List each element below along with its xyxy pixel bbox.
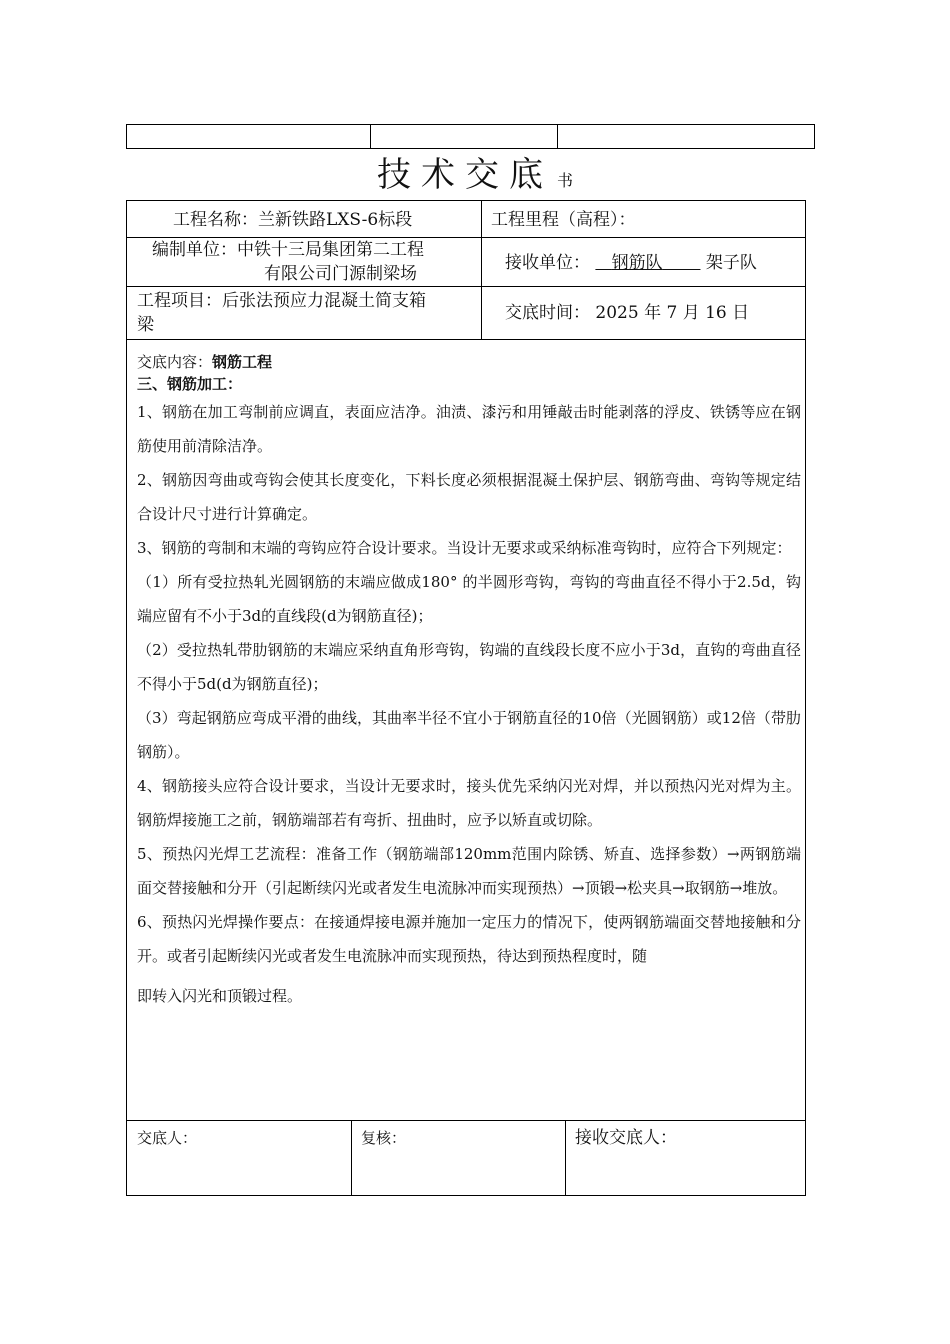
title-suffix: 书 [556, 171, 573, 190]
compiler-unit-line1: 编制单位：中铁十三局集团第二工程 [152, 240, 424, 260]
presenter-label: 交底人： [137, 1129, 198, 1147]
project-name: 工程名称：兰新铁路LXS-6标段 [173, 210, 413, 230]
blank-cell [127, 125, 371, 148]
disclosure-content [137, 351, 801, 1013]
paragraph: 2、钢筋因弯曲或弯钩会使其长度变化，下料长度必须根据混凝土保护层、钢筋弯曲、弯钩等规定结合设计尺寸进行计算确定。 [137, 471, 801, 523]
receiver-team-1: 钢筋队 [611, 253, 663, 273]
paragraph: （1）所有受拉热轧光圆钢筋的末端应做成180° 的半圆形弯钩，弯钩的弯曲直径不得小于2.5d，钩端应留有不小于3d的直线段(d为钢筋直径)； [137, 573, 801, 625]
header-divider [481, 201, 482, 339]
paragraph-last-line: 即转入闪光和顶锻过程。 [137, 987, 303, 1005]
mileage-label: 工程里程（高程）： [491, 210, 636, 230]
project-item-line2: 梁 [137, 315, 154, 335]
paragraph: 5、预热闪光焊工艺流程：准备工作（钢筋端部120mm范围内除锈、矫直、选择参数）→两钢筋端面交替接触和分开（引起断续闪光或者发生电流脉冲而实现预热）→顶锻→松夹具→取钢筋→堆放。 [137, 845, 801, 897]
blank-cell [371, 125, 558, 148]
blank-cell [558, 125, 814, 148]
paragraph: 1、钢筋在加工弯制前应调直，表面应洁净。油渍、漆污和用锤敲击时能剥落的浮皮、铁锈等应在钢筋使用前清除洁净。 [137, 403, 801, 455]
paragraph: 3、钢筋的弯制和末端的弯钩应符合设计要求。当设计无要求或采纳标准弯钩时，应符合下列规定： [137, 539, 792, 557]
receiver-signature-label: 接收交底人： [575, 1128, 677, 1148]
section-heading: 三、钢筋加工： [137, 375, 243, 393]
content-label: 交底内容：钢筋工程 [137, 353, 273, 371]
compiler-unit-line2: 有限公司门源制梁场 [264, 264, 417, 284]
paragraph: （2）受拉热轧带肋钢筋的末端应采纳直角形弯钩，钩端的直线段长度不应小于3d，直钩的弯曲直径不得小于5d(d为钢筋直径)； [137, 641, 801, 693]
content-subject: 钢筋工程 [212, 353, 273, 371]
receiver-label: 接收单位： [505, 253, 590, 273]
project-item-line1: 工程项目：后张法预应力混凝土简支箱 [137, 291, 426, 311]
disclosure-date: 交底时间： 2025 年 7 月 16 日 [505, 303, 750, 323]
paragraph: （3）弯起钢筋应弯成平滑的曲线，其曲率半径不宜小于钢筋直径的10倍（光圆钢筋）或12倍（带肋钢筋）。 [137, 709, 801, 761]
signature-divider [565, 1121, 566, 1196]
paragraph: 6、预热闪光焊操作要点：在接通焊接电源并施加一定压力的情况下，使两钢筋端面交替地接触和分开。或者引起断续闪光或者发生电流脉冲而实现预热，待达到预热程度时，随 [137, 913, 801, 965]
reviewer-label: 复核： [361, 1129, 407, 1147]
signature-row [127, 1120, 805, 1196]
paragraph: 4、钢筋接头应符合设计要求，当设计无要求时，接头优先采纳闪光对焊，并以预热闪光对焊为主。钢筋焊接施工之前，钢筋端部若有弯折、扭曲时，应予以矫直或切除。 [137, 777, 801, 829]
receiver-team-2: 架子队 [705, 253, 757, 273]
receiver-unit [505, 251, 757, 275]
top-blank-table [126, 124, 815, 149]
document-title [0, 152, 950, 204]
disclosure-form [126, 200, 806, 1196]
title-main: 技术交底 [376, 155, 553, 195]
signature-divider [351, 1121, 352, 1196]
